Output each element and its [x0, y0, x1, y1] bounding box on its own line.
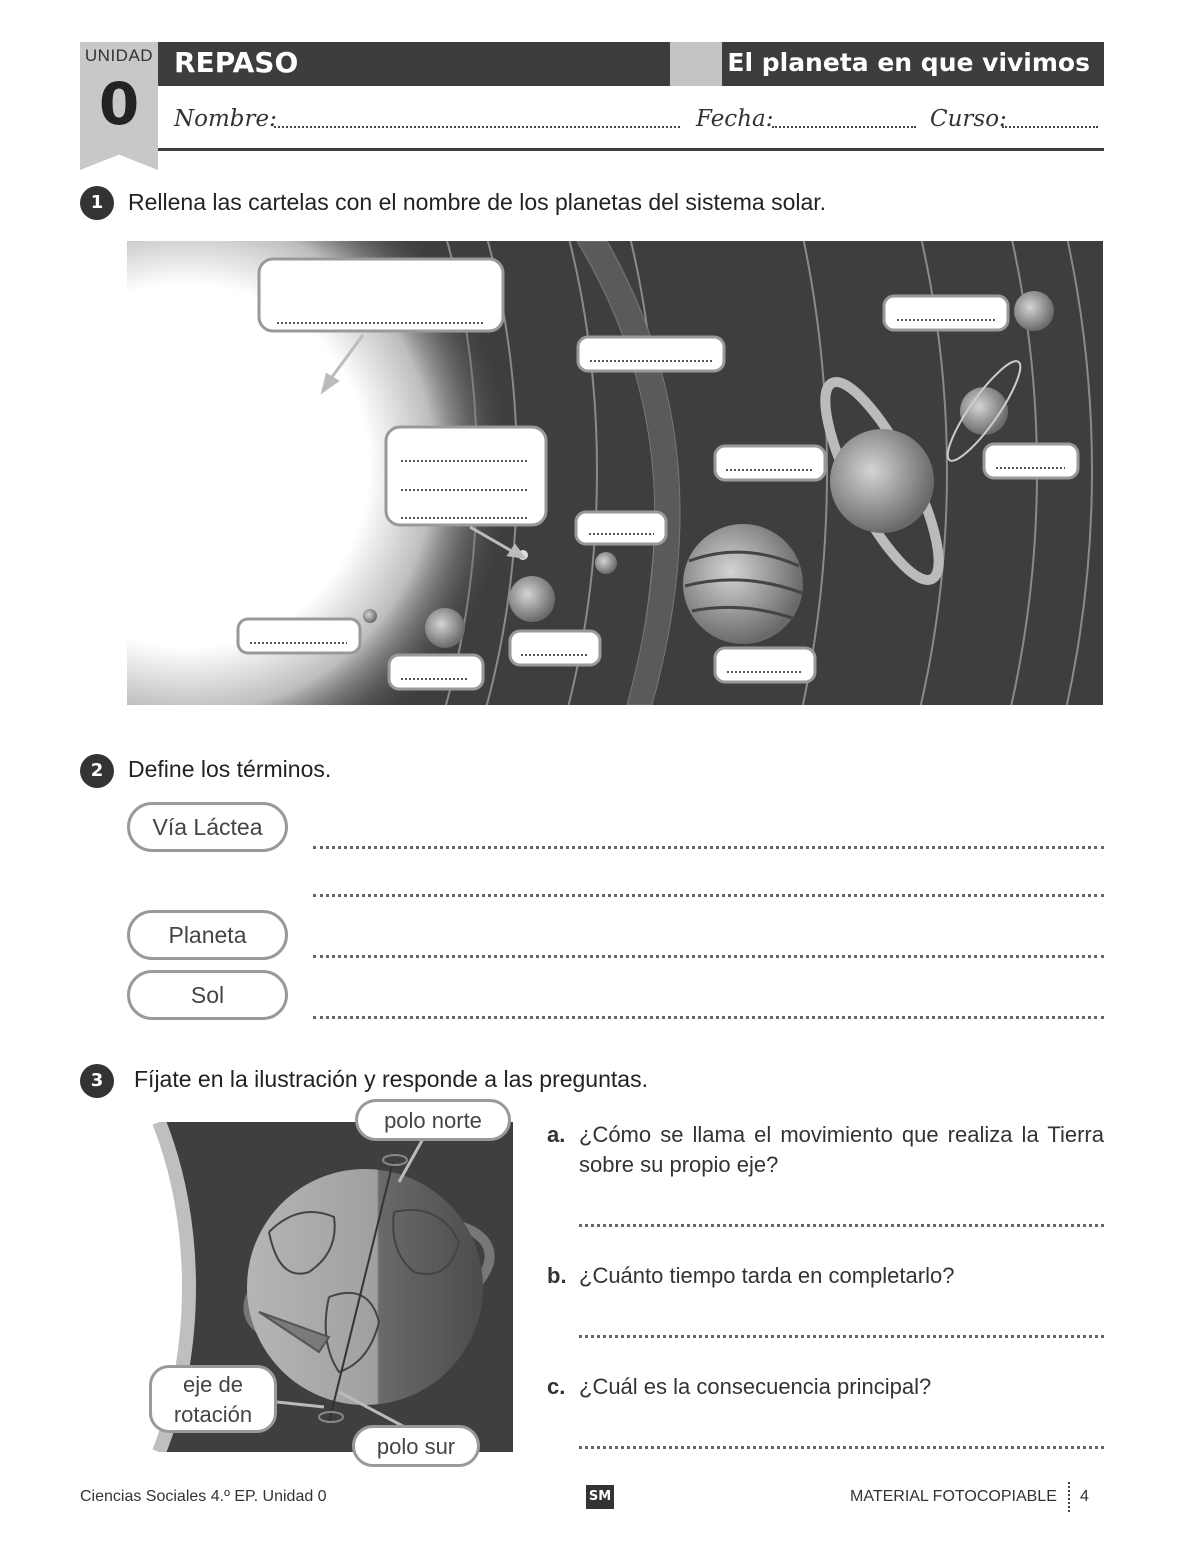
- date-field[interactable]: [772, 126, 916, 128]
- page-subtitle: El planeta en que vivimos: [727, 48, 1090, 77]
- exercise-3-number: 3: [80, 1064, 114, 1098]
- page-number: 4: [1080, 1488, 1089, 1505]
- name-label: Nombre:: [174, 106, 277, 132]
- question-a-letter: a.: [547, 1122, 566, 1147]
- question-c-text: ¿Cuál es la consecuencia principal?: [579, 1374, 932, 1399]
- definition-line-3[interactable]: [313, 955, 1104, 958]
- answer-line-a[interactable]: [579, 1224, 1104, 1227]
- header-rule: [158, 148, 1104, 151]
- label-axis-line-1: eje de: [183, 1372, 243, 1397]
- unit-number: 0: [98, 70, 140, 138]
- definition-line-4[interactable]: [313, 1016, 1104, 1019]
- term-via-lactea: Vía Láctea: [127, 802, 288, 852]
- course-label: Curso:: [930, 106, 1007, 132]
- question-a-text: ¿Cómo se llama el movimiento que realiza la Tierra sobre su propio eje?: [579, 1122, 1104, 1177]
- label-polo-sur: polo sur: [352, 1425, 480, 1467]
- exercise-2-statement: Define los términos.: [128, 756, 332, 782]
- question-b-letter: b.: [547, 1263, 567, 1288]
- definition-line-1[interactable]: [313, 846, 1104, 849]
- question-b-text: ¿Cuánto tiempo tarda en completarlo?: [579, 1263, 955, 1288]
- exercise-3-statement: Fíjate en la ilustración y responde a las preguntas.: [134, 1066, 648, 1092]
- label-axis-line-2: rotación: [173, 1402, 253, 1427]
- footer-course: Ciencias Sociales 4.º EP. Unidad 0: [80, 1488, 327, 1505]
- exercise-1-statement: Rellena las cartelas con el nombre de los planetas del sistema solar.: [128, 189, 827, 215]
- term-planeta: Planeta: [127, 910, 288, 960]
- unit-label: UNIDAD: [84, 46, 154, 65]
- answer-line-c[interactable]: [579, 1446, 1104, 1449]
- solar-system-illustration: [127, 241, 1103, 705]
- label-polo-norte: polo norte: [355, 1099, 511, 1141]
- date-label: Fecha:: [696, 106, 774, 132]
- name-field[interactable]: [274, 126, 680, 128]
- exercise-1-number: 1: [80, 186, 114, 220]
- label-eje-de-rotacion: [149, 1365, 277, 1433]
- course-field[interactable]: [1002, 126, 1098, 128]
- question-c-letter: c.: [547, 1374, 566, 1399]
- term-sol: Sol: [127, 970, 288, 1020]
- definition-line-2[interactable]: [313, 894, 1104, 897]
- page-title: REPASO: [174, 46, 299, 79]
- publisher-logo: SM: [586, 1485, 614, 1509]
- footer-photocopiable: MATERIAL FOTOCOPIABLE: [850, 1488, 1057, 1505]
- exercise-2-number: 2: [80, 754, 114, 788]
- footer-divider: [1068, 1482, 1070, 1512]
- title-bar-divider: [670, 42, 722, 86]
- answer-line-b[interactable]: [579, 1335, 1104, 1338]
